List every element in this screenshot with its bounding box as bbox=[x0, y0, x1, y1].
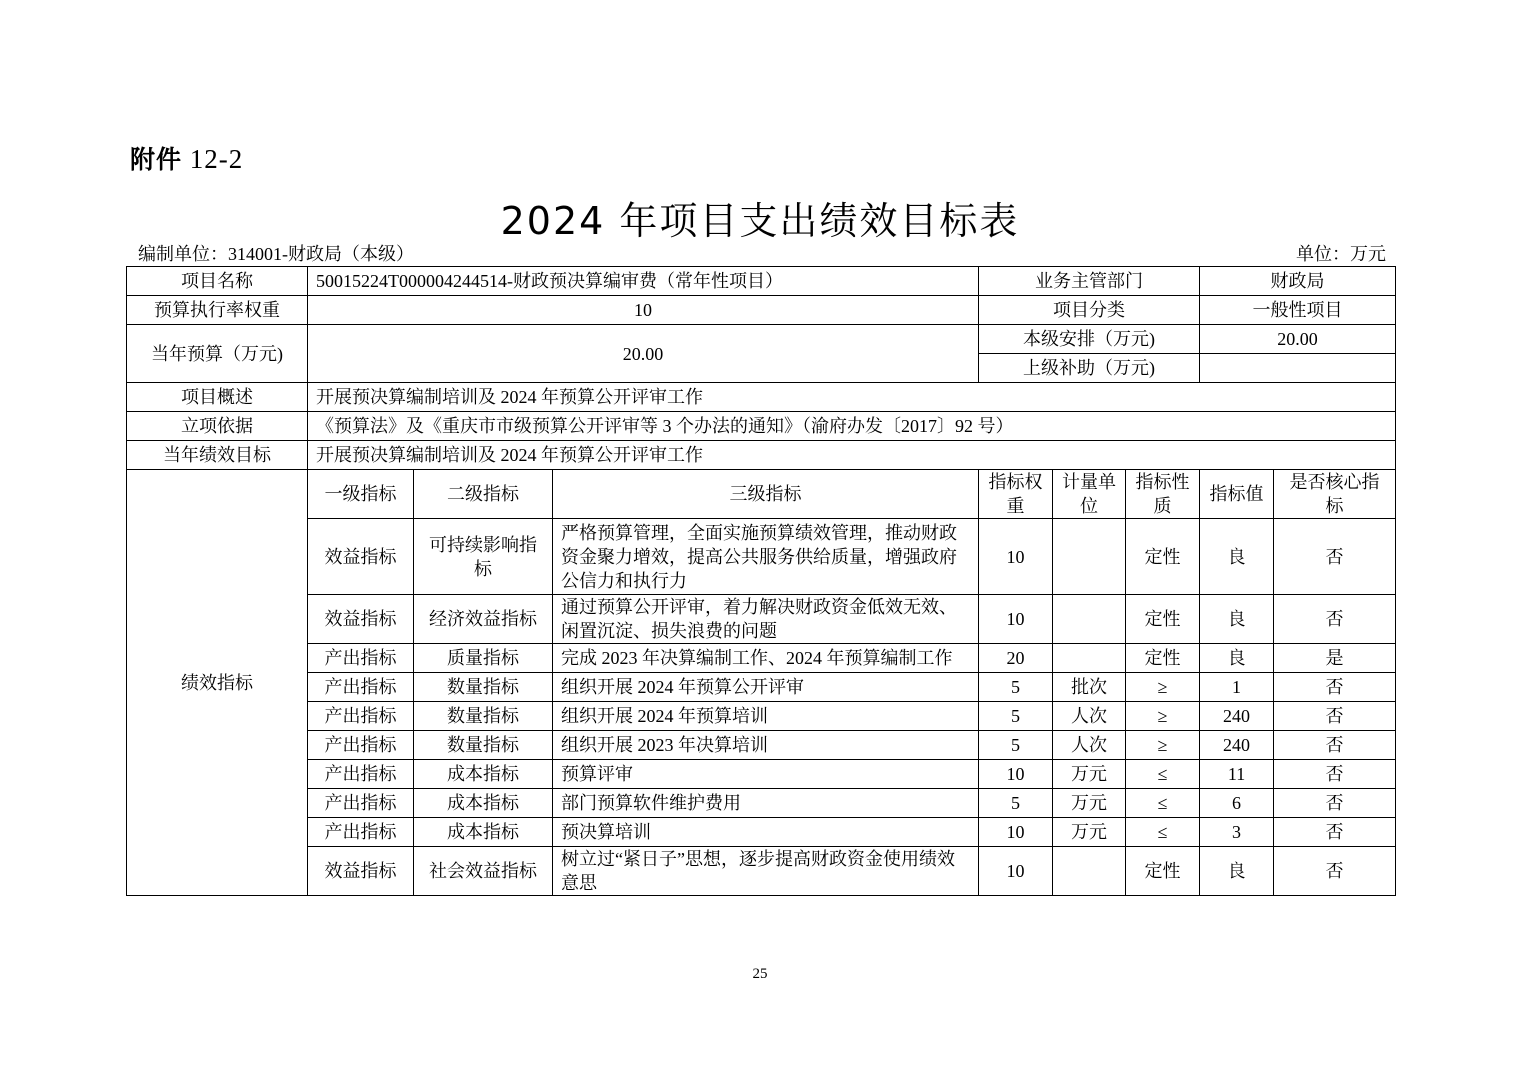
value: 6 bbox=[1200, 789, 1274, 818]
level2: 数量指标 bbox=[414, 673, 553, 702]
weight: 5 bbox=[979, 702, 1053, 731]
nature: ≥ bbox=[1126, 702, 1200, 731]
header-level1: 一级指标 bbox=[308, 470, 414, 519]
org-unit: 编制单位：314001-财政局（本级） bbox=[138, 244, 414, 264]
level2: 数量指标 bbox=[414, 702, 553, 731]
level2: 质量指标 bbox=[414, 644, 553, 673]
core: 否 bbox=[1274, 595, 1396, 644]
level1: 效益指标 bbox=[308, 519, 414, 595]
overview-value: 开展预决算编制培训及 2024 年预算公开评审工作 bbox=[308, 383, 1396, 412]
level2: 成本指标 bbox=[414, 789, 553, 818]
row-overview bbox=[127, 383, 1396, 412]
unit: 人次 bbox=[1053, 731, 1126, 760]
header-value: 指标值 bbox=[1200, 470, 1274, 519]
core: 否 bbox=[1274, 760, 1396, 789]
nature: ≥ bbox=[1126, 673, 1200, 702]
row-goal bbox=[127, 441, 1396, 470]
weight-value: 10 bbox=[308, 296, 979, 325]
indicator-row bbox=[127, 673, 1396, 702]
value: 3 bbox=[1200, 818, 1274, 847]
core: 是 bbox=[1274, 644, 1396, 673]
weight: 5 bbox=[979, 673, 1053, 702]
level1: 产出指标 bbox=[308, 789, 414, 818]
weight: 5 bbox=[979, 789, 1053, 818]
level1: 产出指标 bbox=[308, 760, 414, 789]
header-level3: 三级指标 bbox=[553, 470, 979, 519]
value: 良 bbox=[1200, 595, 1274, 644]
level3: 组织开展 2023 年决算培训 bbox=[553, 731, 979, 760]
indicator-row bbox=[127, 519, 1396, 595]
basis-label: 立项依据 bbox=[127, 412, 308, 441]
value: 良 bbox=[1200, 847, 1274, 896]
indicator-section-label: 绩效指标 bbox=[127, 470, 308, 896]
value: 良 bbox=[1200, 644, 1274, 673]
level3: 通过预算公开评审，着力解决财政资金低效无效、闲置沉淀、损失浪费的问题 bbox=[553, 595, 979, 644]
level3: 部门预算软件维护费用 bbox=[553, 789, 979, 818]
row-weight bbox=[127, 296, 1396, 325]
attachment-number: 12-2 bbox=[189, 144, 244, 174]
nature: 定性 bbox=[1126, 519, 1200, 595]
value: 11 bbox=[1200, 760, 1274, 789]
nature: ≤ bbox=[1126, 760, 1200, 789]
header-core: 是否核心指标 bbox=[1274, 470, 1396, 519]
unit: 万元 bbox=[1053, 818, 1126, 847]
unit: 人次 bbox=[1053, 702, 1126, 731]
weight: 10 bbox=[979, 818, 1053, 847]
project-name: 50015224T000004244514-财政预决算编审费（常年性项目） bbox=[308, 267, 979, 296]
weight: 10 bbox=[979, 595, 1053, 644]
level1: 产出指标 bbox=[308, 702, 414, 731]
level1: 效益指标 bbox=[308, 595, 414, 644]
value: 240 bbox=[1200, 731, 1274, 760]
weight: 5 bbox=[979, 731, 1053, 760]
unit: 万元 bbox=[1053, 789, 1126, 818]
level2: 经济效益指标 bbox=[414, 595, 553, 644]
level1: 产出指标 bbox=[308, 731, 414, 760]
overview-label: 项目概述 bbox=[127, 383, 308, 412]
attachment-prefix: 附件 bbox=[130, 145, 183, 174]
goal-value: 开展预决算编制培训及 2024 年预算公开评审工作 bbox=[308, 441, 1396, 470]
page-number: 25 bbox=[752, 966, 768, 982]
value: 1 bbox=[1200, 673, 1274, 702]
core: 否 bbox=[1274, 818, 1396, 847]
upper-label: 上级补助（万元) bbox=[979, 354, 1200, 383]
weight: 20 bbox=[979, 644, 1053, 673]
unit bbox=[1053, 644, 1126, 673]
core: 否 bbox=[1274, 731, 1396, 760]
dept-label: 业务主管部门 bbox=[979, 267, 1200, 296]
level3: 组织开展 2024 年预算培训 bbox=[553, 702, 979, 731]
core: 否 bbox=[1274, 673, 1396, 702]
value: 240 bbox=[1200, 702, 1274, 731]
header-nature: 指标性质 bbox=[1126, 470, 1200, 519]
local-value: 20.00 bbox=[1200, 325, 1396, 354]
nature: ≥ bbox=[1126, 731, 1200, 760]
dept-value: 财政局 bbox=[1200, 267, 1396, 296]
weight: 10 bbox=[979, 847, 1053, 896]
category-label: 项目分类 bbox=[979, 296, 1200, 325]
level3: 严格预算管理，全面实施预算绩效管理，推动财政资金聚力增效，提高公共服务供给质量，增强政府公信力和执行力 bbox=[553, 519, 979, 595]
currency-unit: 单位：万元 bbox=[1296, 244, 1386, 264]
goal-label: 当年绩效目标 bbox=[127, 441, 308, 470]
category-value: 一般性项目 bbox=[1200, 296, 1396, 325]
nature: 定性 bbox=[1126, 644, 1200, 673]
core: 否 bbox=[1274, 519, 1396, 595]
level2: 成本指标 bbox=[414, 818, 553, 847]
level1: 产出指标 bbox=[308, 818, 414, 847]
indicator-row bbox=[127, 760, 1396, 789]
budget-label: 当年预算（万元) bbox=[127, 325, 308, 383]
core: 否 bbox=[1274, 789, 1396, 818]
header-level2: 二级指标 bbox=[414, 470, 553, 519]
level1: 产出指标 bbox=[308, 673, 414, 702]
level3: 树立过“紧日子”思想，逐步提高财政资金使用绩效意思 bbox=[553, 847, 979, 896]
nature: ≤ bbox=[1126, 789, 1200, 818]
indicator-row bbox=[127, 595, 1396, 644]
indicator-row bbox=[127, 789, 1396, 818]
level1: 产出指标 bbox=[308, 644, 414, 673]
weight: 10 bbox=[979, 760, 1053, 789]
indicator-row bbox=[127, 702, 1396, 731]
local-label: 本级安排（万元) bbox=[979, 325, 1200, 354]
level2: 数量指标 bbox=[414, 731, 553, 760]
upper-value bbox=[1200, 354, 1396, 383]
nature: 定性 bbox=[1126, 595, 1200, 644]
unit bbox=[1053, 595, 1126, 644]
indicator-header-row bbox=[127, 470, 1396, 519]
indicator-row bbox=[127, 731, 1396, 760]
row-budget bbox=[127, 325, 1396, 354]
indicator-row bbox=[127, 644, 1396, 673]
weight-label: 预算执行率权重 bbox=[127, 296, 308, 325]
unit bbox=[1053, 519, 1126, 595]
row-basis bbox=[127, 412, 1396, 441]
value: 良 bbox=[1200, 519, 1274, 595]
page-title: 2024 年项目支出绩效目标表 bbox=[500, 199, 1020, 243]
level1: 效益指标 bbox=[308, 847, 414, 896]
level2: 社会效益指标 bbox=[414, 847, 553, 896]
level2: 成本指标 bbox=[414, 760, 553, 789]
project-name-label: 项目名称 bbox=[127, 267, 308, 296]
unit bbox=[1053, 847, 1126, 896]
level3: 组织开展 2024 年预算公开评审 bbox=[553, 673, 979, 702]
header-weight: 指标权重 bbox=[979, 470, 1053, 519]
attachment-label bbox=[130, 140, 243, 176]
nature: 定性 bbox=[1126, 847, 1200, 896]
level2: 可持续影响指标 bbox=[414, 519, 553, 595]
performance-target-table bbox=[126, 266, 1396, 896]
unit: 万元 bbox=[1053, 760, 1126, 789]
level3: 预算评审 bbox=[553, 760, 979, 789]
indicator-row bbox=[127, 818, 1396, 847]
core: 否 bbox=[1274, 702, 1396, 731]
header-unit: 计量单位 bbox=[1053, 470, 1126, 519]
weight: 10 bbox=[979, 519, 1053, 595]
indicator-row bbox=[127, 847, 1396, 896]
level3: 完成 2023 年决算编制工作、2024 年预算编制工作 bbox=[553, 644, 979, 673]
nature: ≤ bbox=[1126, 818, 1200, 847]
budget-value: 20.00 bbox=[308, 325, 979, 383]
row-project-name bbox=[127, 267, 1396, 296]
unit: 批次 bbox=[1053, 673, 1126, 702]
basis-value: 《预算法》及《重庆市市级预算公开评审等 3 个办法的通知》（渝府办发〔2017〕92 号） bbox=[308, 412, 1396, 441]
core: 否 bbox=[1274, 847, 1396, 896]
level3: 预决算培训 bbox=[553, 818, 979, 847]
